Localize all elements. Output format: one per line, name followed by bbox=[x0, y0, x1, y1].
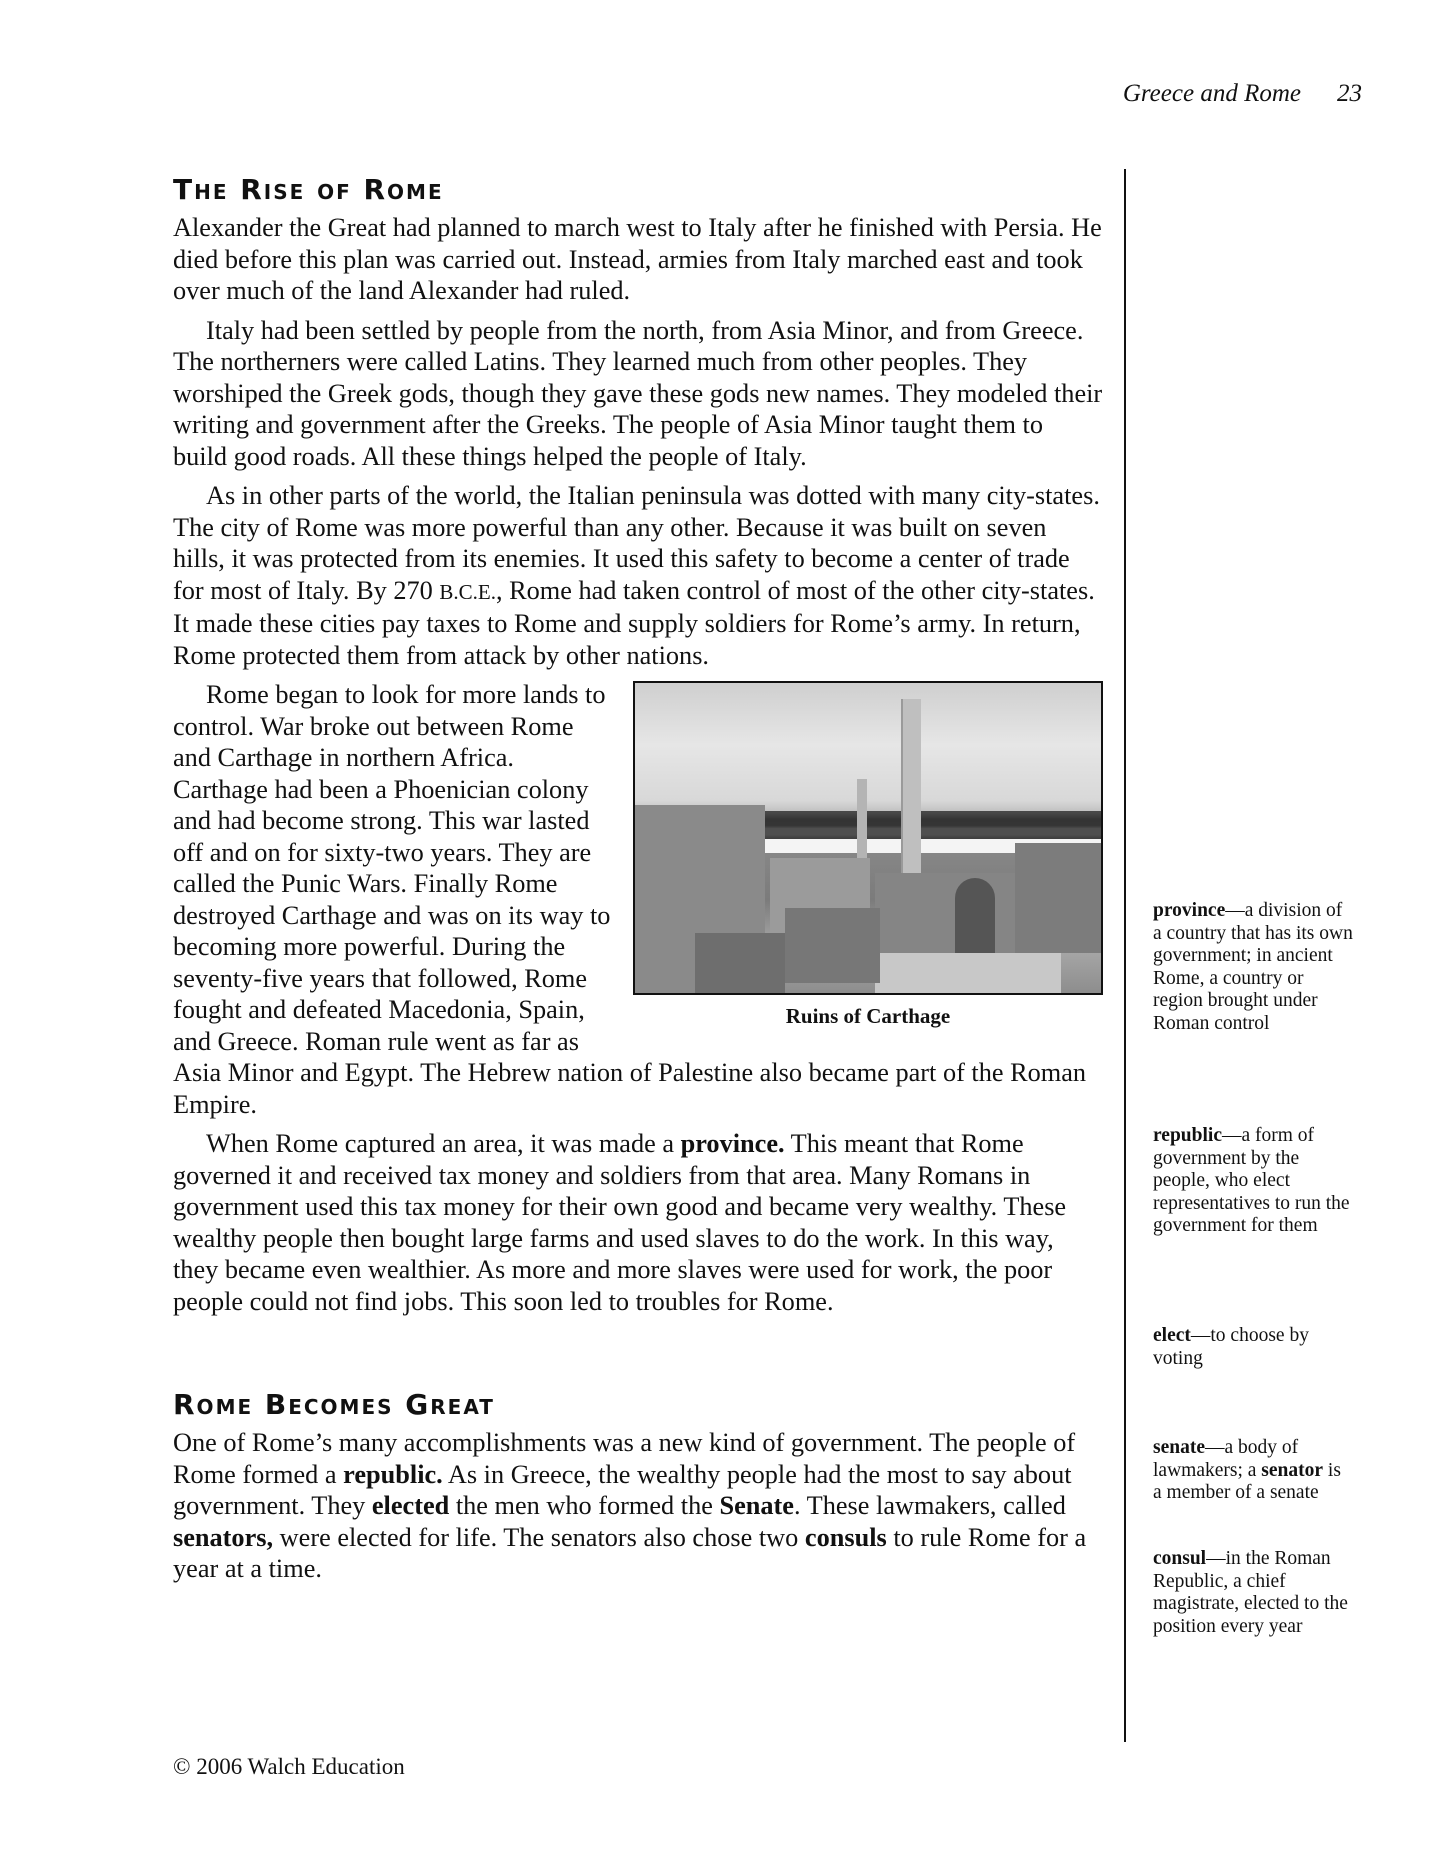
running-header bbox=[1123, 80, 1362, 108]
photo-ruins-of-carthage bbox=[633, 681, 1103, 995]
glossary-entry-consul: consul—in the Roman Republic, a chief magistrate, elected to the position every year bbox=[1153, 1548, 1348, 1637]
glossary-entry-province: province—a division of a country that has its own government; in ancient Rome, a country or region brought under Roman control bbox=[1153, 900, 1353, 1034]
glossary-entry-senate: senate—a body of lawmakers; a senator is a member of a senate bbox=[1153, 1437, 1341, 1503]
paragraph: One of Rome’s many accomplishments was a new kind of government. The people of Rome formed a republic. As in Greece, the wealthy people had the most to say about government. They elected the men who formed the Senate. These lawmakers, called senators, were elected for life. The senators also chose two consuls to rule Rome for a year at a time. bbox=[173, 1428, 1087, 1583]
figure bbox=[633, 681, 1103, 1029]
section-heading-rise-of-rome: The Rise of Rome bbox=[173, 173, 444, 206]
column-divider bbox=[1124, 169, 1126, 1742]
paragraph: Italy had been settled by people from the north, from Asia Minor, and from Greece. The northerners were called Latins. They learned much from other peoples. They worshiped the Greek gods, though they gave these gods new names. They modeled their writing and government after the Greeks. The people of Asia Minor taught them to build good roads. All these things helped the people of Italy. bbox=[173, 315, 1103, 471]
key-term: senators, bbox=[173, 1522, 274, 1552]
glossary-entry-republic: republic—a form of government by the people, who elect representatives to run the government for them bbox=[1153, 1125, 1350, 1236]
key-term: province. bbox=[680, 1129, 785, 1158]
copyright-footer: © 2006 Walch Education bbox=[173, 1754, 405, 1779]
glossary-entry-elect: elect—to choose by voting bbox=[1153, 1325, 1309, 1369]
key-term: elected bbox=[371, 1491, 450, 1520]
paragraph: When Rome captured an area, it was made a province. This meant that Rome governed it and received tax money and soldiers from that area. Many Romans in government used this tax money for their own good and became very wealthy. These wealthy people then bought large farms and used slaves to do the work. In this way, they became even wealthier. As more and more slaves were used for work, the poor people could not find jobs. This soon led to troubles for Rome. bbox=[173, 1129, 1067, 1316]
key-term: consuls bbox=[804, 1522, 887, 1552]
paragraph: Alexander the Great had planned to march west to Italy after he finished with Persia. He died before this plan was carried out. Instead, armies from Italy marched east and took over much of the land Alexander had ruled. bbox=[173, 213, 1102, 305]
figure-caption: Ruins of Carthage bbox=[785, 1004, 951, 1028]
key-term: Senate bbox=[719, 1491, 794, 1520]
page-number: 23 bbox=[1337, 80, 1362, 107]
main-column bbox=[173, 170, 1103, 1593]
paragraph: As in other parts of the world, the Italian peninsula was dotted with many city-states. The city of Rome was more powerful than any other. Because it was built on seven hills, it was protected from its enemies. It used this safety to become a center of trade for most of Italy. By 270 B.C.E., Rome had taken control of most of the other city-states. It made these cities pay taxes to Rome and supply soldiers for Rome’s army. In return, Rome protected them from attack by other nations. bbox=[173, 481, 1100, 670]
paragraph: Rome began to look for more lands to control. War broke out between Rome and Carthage in northern Africa. Carthage had been a Phoenician colony and had become strong. This war lasted off and on for sixty-two years. They are called the Punic Wars. Finally Rome destroyed Carthage and was on its way to becoming more powerful. During the seventy-five years that followed, Rome fought and defeated Macedonia, Spain, and Greece. Roman rule went as far as Asia Minor and Egypt. The Hebrew nation of Palestine also became part of the Roman Empire. bbox=[173, 680, 1087, 1119]
column-ruin-tall bbox=[901, 699, 921, 874]
key-term: republic. bbox=[343, 1459, 443, 1489]
running-title: Greece and Rome bbox=[1122, 80, 1301, 107]
era-abbreviation: B.C.E. bbox=[439, 579, 496, 604]
section-heading-rome-becomes-great: Rome Becomes Great bbox=[173, 1388, 495, 1421]
